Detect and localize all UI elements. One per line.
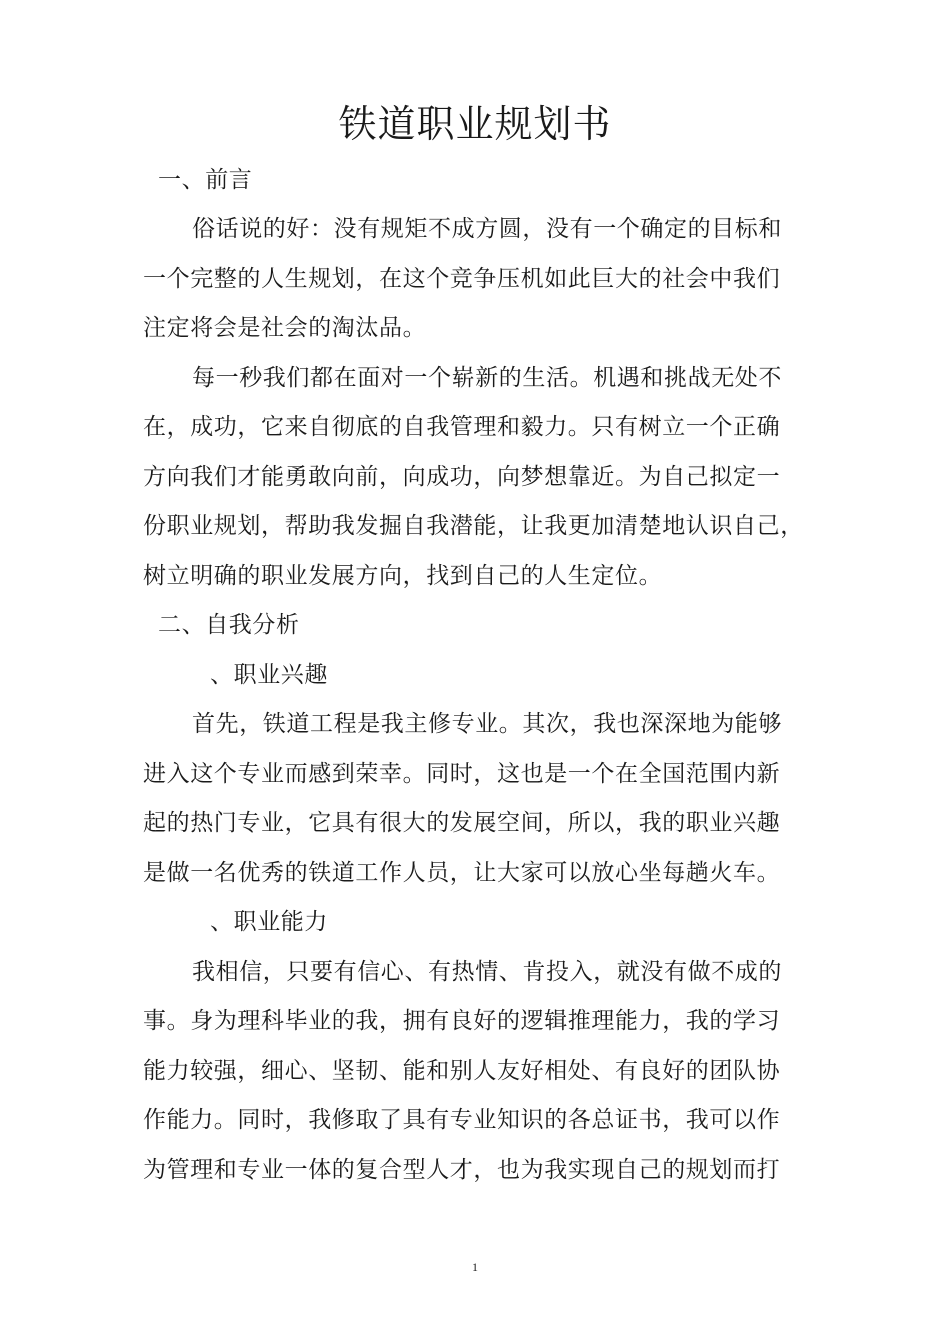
paragraph-line: 起的热门专业，它具有很大的发展空间，所以，我的职业兴趣: [143, 810, 781, 836]
paragraph-line: 能力较强，细心、坚韧、能和别人友好相处、有良好的团队协: [143, 1058, 781, 1084]
paragraph-line: 一个完整的人生规划，在这个竞争压机如此巨大的社会中我们: [143, 266, 781, 292]
paragraph-line: 份职业规划，帮助我发掘自我潜能，让我更加清楚地认识自己，: [143, 513, 804, 539]
paragraph-line: 树立明确的职业发展方向，找到自己的人生定位。: [143, 563, 663, 589]
paragraph-line: 进入这个专业而感到荣幸。同时，这也是一个在全国范围内新: [143, 761, 781, 787]
document-title: 铁道职业规划书: [338, 102, 612, 146]
paragraph-line: 每一秒我们都在面对一个崭新的生活。机遇和挑战无处不: [192, 365, 782, 391]
paragraph-line: 在，成功，它来自彻底的自我管理和毅力。只有树立一个正确: [143, 414, 781, 440]
subsection-heading-career-ability: 、职业能力: [210, 909, 328, 935]
page-number: 1: [472, 1260, 478, 1274]
paragraph-line: 我相信，只要有信心、有热情、肯投入，就没有做不成的: [192, 959, 782, 985]
paragraph-line: 注定将会是社会的淘汰品。: [143, 315, 427, 341]
paragraph-line: 是做一名优秀的铁道工作人员，让大家可以放心坐每趟火车。: [143, 860, 781, 886]
subsection-heading-career-interest: 、职业兴趣: [210, 662, 328, 688]
section-heading-preface: 一、前言: [158, 167, 253, 193]
section-heading-self-analysis: 二、自我分析: [158, 612, 300, 638]
paragraph-line: 为管理和专业一体的复合型人才，也为我实现自己的规划而打: [143, 1157, 781, 1183]
paragraph-line: 俗话说的好：没有规矩不成方圆，没有一个确定的目标和: [192, 216, 782, 242]
paragraph-line: 方向我们才能勇敢向前，向成功，向梦想靠近。为自己拟定一: [143, 464, 781, 490]
paragraph-line: 事。身为理科毕业的我，拥有良好的逻辑推理能力，我的学习: [143, 1008, 781, 1034]
paragraph-line: 作能力。同时，我修取了具有专业知识的各总证书，我可以作: [143, 1107, 781, 1133]
paragraph-line: 首先，铁道工程是我主修专业。其次，我也深深地为能够: [192, 711, 782, 737]
